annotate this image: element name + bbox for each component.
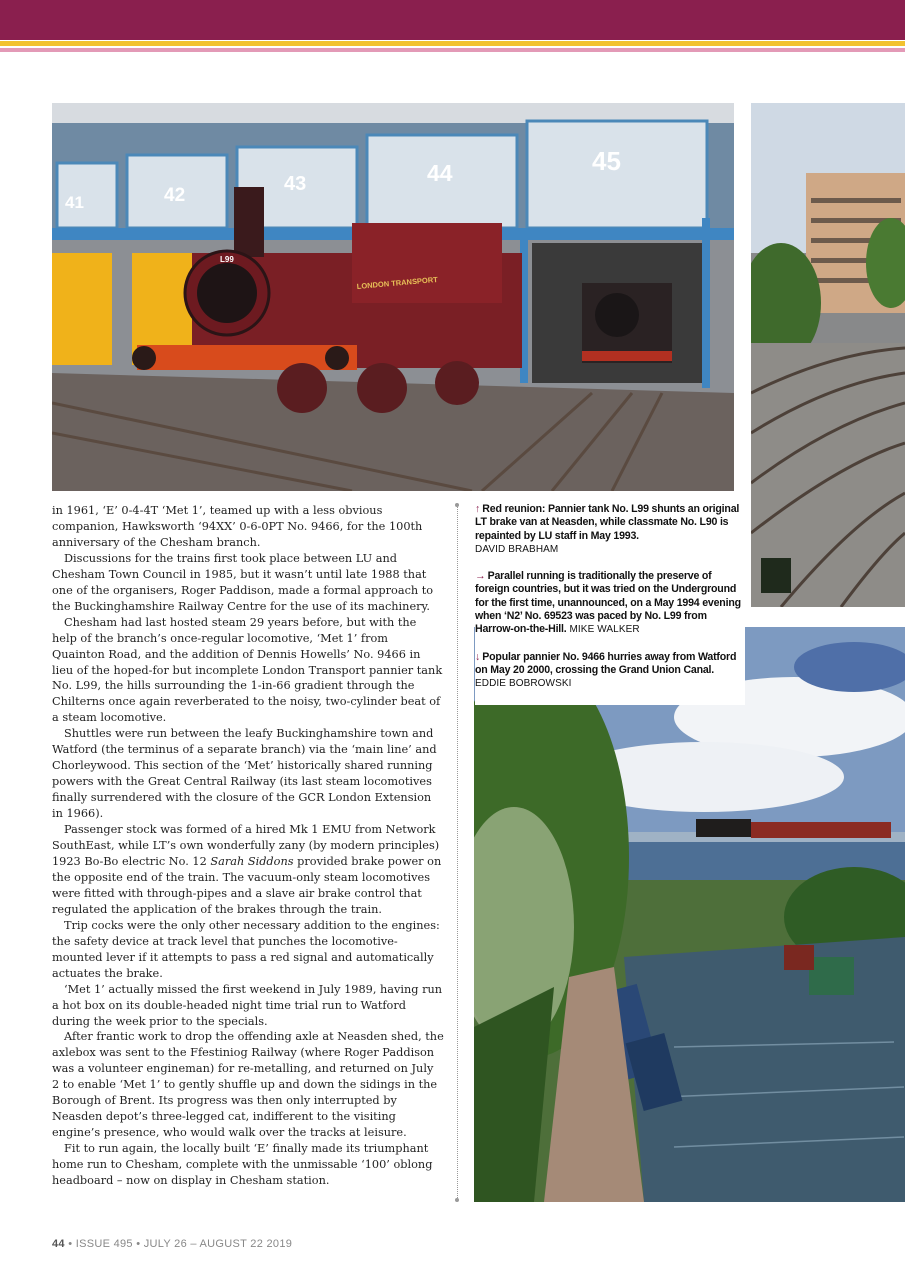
header-stripe-pink [0, 48, 905, 52]
photo-canal-bridge [474, 627, 905, 1202]
photo-harrow-tracks [751, 103, 905, 607]
loco-name-italic: Sarah Siddons [210, 854, 294, 868]
body-text-span: Passenger stock was formed of a hired Mk 1 EMU from Network SouthEast, while LT’s own wonderfully zany (by modern principles) 1923 Bo-Bo electric No. 12 [52, 823, 440, 868]
body-text-span: provided brake power on the opposite end of the train. The vacuum-only steam locomotives were fitted with through-pipes and a slave air brake control that regulated the application of the brakes through the train. [52, 854, 442, 916]
footer-separator: • [68, 1238, 73, 1250]
header-band [0, 0, 905, 40]
caption-text: Parallel running is traditionally the preserve of foreign countries, but it was tried on the Underground for the first time, unannounced, on a May 1994 evening when ‘N2’ No. 69523 was paced by No. L99 from Harrow-on-the-Hill. [475, 570, 741, 636]
body-paragraph: Fit to run again, the locally built ‘E’ finally made its triumphant home run to Chesham, complete with the unmissable ‘100’ oblong headboard – now on display in Chesham station. [52, 1142, 433, 1188]
arrow-up-icon: ↑ [475, 503, 481, 515]
photo-captions [475, 503, 745, 705]
smokebox-number-plate: L99 [220, 255, 234, 264]
arrow-down-icon: ↓ [475, 650, 481, 663]
body-paragraph: After frantic work to drop the offending axle at Neasden shed, the axlebox was sent to the Ffestiniog Railway (where Roger Paddison was a volunteer engineman) for re-metalling, and returned on July 2 to enable ‘Met 1’ to gently shuffle up and down the sidings in the Borough of Brent. Its progress was then only interrupted by Neasden depot’s three-legged cat, indifferent to the visiting engine’s presence, who would walk over the tracks at leisure. [52, 1030, 444, 1140]
body-paragraph: in 1961, ‘E’ 0-4-4T ‘Met 1’, teamed up with a less obvious companion, Hawksworth ‘94XX’ 0-6-0PT No. 9466, for the 100th anniversary of the Chesham branch. [52, 504, 423, 549]
column-divider [457, 505, 458, 1200]
issue-number: ISSUE 495 [75, 1238, 133, 1250]
arrow-right-icon: → [475, 570, 486, 583]
photo-credit: EDDIE BOBROWSKI [475, 678, 572, 690]
issue-dates: JULY 26 – AUGUST 22 2019 [143, 1238, 293, 1250]
divider-dot-top [455, 503, 459, 507]
divider-dot-bottom [455, 1198, 459, 1202]
caption-text: Popular pannier No. 9466 hurries away from Watford on May 20 2000, crossing the Grand Union Canal. [475, 650, 737, 676]
caption-watford [475, 651, 745, 691]
page-number: 44 [52, 1238, 65, 1250]
photo-credit: DAVID BRABHAM [475, 543, 559, 555]
bay-number-43: 43 [284, 173, 307, 195]
article-body [52, 503, 444, 1189]
caption-neasden [475, 503, 745, 556]
body-paragraph-passenger-stock [52, 822, 444, 918]
bay-number-45: 45 [592, 146, 621, 176]
photo-neasden-shed [52, 103, 734, 491]
caption-text: Red reunion: Pannier tank No. L99 shunts an original LT brake van at Neasden, while classmate No. L90 is repainted by LU staff in May 1993. [475, 503, 740, 542]
header-stripe-yellow [0, 41, 905, 46]
body-paragraph: ‘Met 1’ actually missed the first weekend in July 1989, having run a hot box on its double-headed night time trial run to Watford during the week prior to the specials. [52, 982, 443, 1028]
page-footer [52, 1238, 292, 1250]
body-paragraph: Discussions for the trains first took place between LU and Chesham Town Council in 1985, but it wasn’t until late 1988 that one of the organisers, Roger Paddison, made a formal approach to the Buckinghamshire Railway Centre for the use of its machinery. [52, 551, 434, 613]
photo-credit: MIKE WALKER [569, 624, 640, 636]
bay-number-42: 42 [164, 185, 186, 206]
bay-number-41: 41 [65, 193, 84, 212]
body-paragraph: Chesham had last hosted steam 29 years before, but with the help of the branch’s once-regular locomotive, ‘Met 1’ from Quainton Road, and the addition of Dennis Howells’ No. 9466 in lieu of the hoped-for but incomplete London Transport pannier tank No. L99, the hills surrounding the 1-in-66 gradient through the Chilterns once again reverberated to the noisy, two-cylinder beat of a steam locomotive. [52, 615, 443, 725]
caption-harrow [475, 570, 745, 636]
bay-number-44: 44 [427, 160, 453, 186]
body-paragraph: Shuttles were run between the leafy Buckinghamshire town and Watford (the terminus of a separate branch) via the ‘main line’ and Chorleywood. This section of the ‘Met’ historically shared running powers with the Great Central Railway (its last steam locomotives finally surrendered with the closure of the GCR London Extension in 1966). [52, 727, 437, 821]
loco-l90 [582, 283, 672, 363]
body-paragraph: Trip cocks were the only other necessary addition to the engines: the safety device at track level that punches the locomotive-mounted lever if it attempts to pass a red signal and automatically actuates the brake. [52, 918, 440, 980]
loco-side-lettering: LONDON TRANSPORT [356, 274, 439, 291]
footer-separator: • [136, 1238, 141, 1250]
